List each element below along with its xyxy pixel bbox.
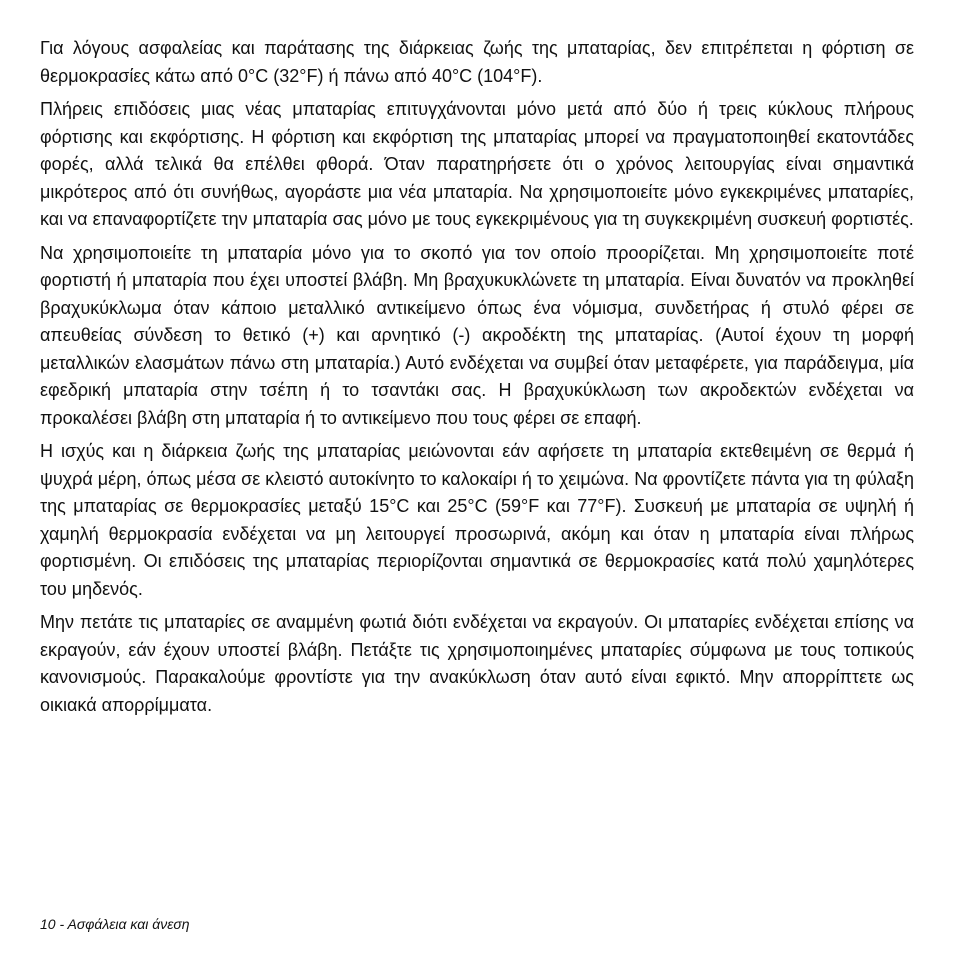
paragraph-battery-temperature: Η ισχύς και η διάρκεια ζωής της μπαταρίας μειώνονται εάν αφήσετε τη μπαταρία εκτεθειμένη σε θερμά ή ψυχρά μέρη, όπως μέσα σε κλειστό αυτοκίνητο το καλοκαίρι ή το χειμώνα. Να φροντίζετε πάντα για τη φύλαξη της μπαταρίας σε θερμοκρασίες μεταξύ 15°C και 25°C (59°F και 77°F). Συσκευή με μπαταρία σε υψηλή ή χαμηλή θερμοκρασία ενδέχεται να μη λειτουργεί προσωρινά, ακόμη και όταν η μπαταρία είναι πλήρως φορτισμένη. Οι επιδόσεις της μπαταρίας περιορίζονται σημαντικά σε θερμοκρασίες κατά πολύ χαμηλότερες του μηδενός. <box>40 441 914 599</box>
document-body <box>40 35 914 725</box>
paragraph-battery-performance: Πλήρεις επιδόσεις μιας νέας μπαταρίας επιτυγχάνονται μόνο μετά από δύο ή τρεις κύκλους πλήρους φόρτισης και εκφόρτισης. Η φόρτιση και εκφόρτιση της μπαταρίας μπορεί να πραγματοποιηθεί εκατοντάδες φορές, αλλά τελικά θα επέλθει φθορά. Όταν παρατηρήσετε ότι ο χρόνος λειτουργίας είναι σημαντικά μικρότερος από ότι συνήθως, αγοράστε μια νέα μπαταρία. Να χρησιμοποιείτε μόνο εγκεκριμένες μπαταρίες, και να επαναφορτίζετε την μπαταρία σας μόνο με τους εγκεκριμένους για τη συγκεκριμένη συσκευή φορτιστές. <box>40 99 914 229</box>
paragraph-battery-disposal: Μην πετάτε τις μπαταρίες σε αναμμένη φωτιά διότι ενδέχεται να εκραγούν. Οι μπαταρίες ενδέχεται επίσης να εκραγούν, εάν έχουν υποστεί βλάβη. Πετάξτε τις χρησιμοποιημένες μπαταρίες σύμφωνα με τους τοπικούς κανονισμούς. Παρακαλούμε φροντίστε για την ανακύκλωση όταν αυτό είναι εφικτό. Μην απορρίπτετε ως οικιακά απορρίμματα. <box>40 612 914 715</box>
page-footer: 10 - Ασφάλεια και άνεση <box>40 916 190 932</box>
paragraph-charging-temperature: Για λόγους ασφαλείας και παράτασης της διάρκειας ζωής της μπαταρίας, δεν επιτρέπεται η φόρτιση σε θερμοκρασίες κάτω από 0°C (32°F) ή πάνω από 40°C (104°F). <box>40 38 914 86</box>
paragraph-battery-usage: Να χρησιμοποιείτε τη μπαταρία μόνο για το σκοπό για τον οποίο προορίζεται. Μη χρησιμοποιείτε ποτέ φορτιστή ή μπαταρία που έχει υποστεί βλάβη. Μη βραχυκυκλώνετε τη μπαταρία. Είναι δυνατόν να προκληθεί βραχυκύκλωμα όταν κάποιο μεταλλικό αντικείμενο όπως ένα νόμισμα, συνδετήρας ή στυλό φέρει σε απευθείας σύνδεση το θετικό (+) και αρνητικό (-) ακροδέκτη της μπαταρίας. (Αυτοί έχουν τη μορφή μεταλλικών ελασμάτων πάνω στη μπαταρία.) Αυτό ενδέχεται να συμβεί όταν μεταφέρετε, για παράδειγμα, μία εφεδρική μπαταρία στην τσέπη ή το τσαντάκι σας. Η βραχυκύκλωση των ακροδεκτών ενδέχεται να προκαλέσει βλάβη στη μπαταρία ή το αντικείμενο που τους φέρει σε επαφή. <box>40 242 914 428</box>
